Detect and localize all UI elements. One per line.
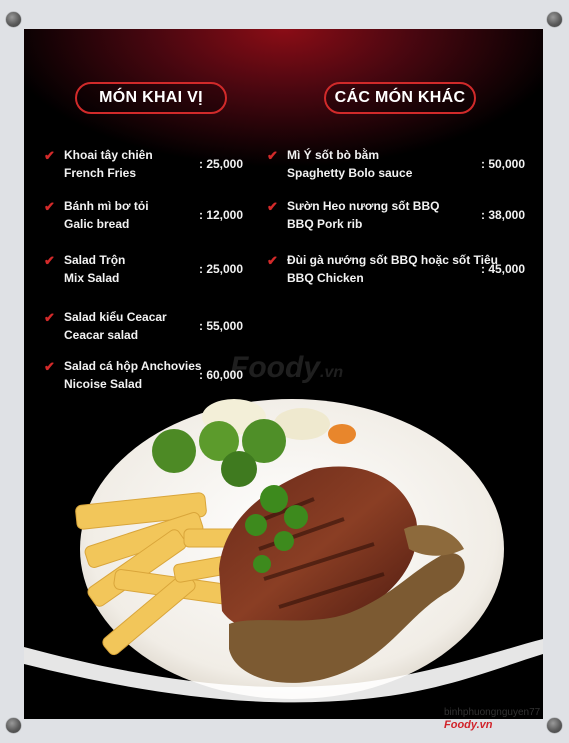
item-name-en: French Fries <box>64 166 137 180</box>
item-name-vi: Đùi gà nướng sốt BBQ hoặc sốt Tiêu <box>287 253 499 267</box>
screw-icon-top-right <box>547 12 562 27</box>
menu-item <box>44 146 244 182</box>
other-dishes-title: CÁC MÓN KHÁC <box>324 82 476 114</box>
appetizers-title: MÓN KHAI VỊ <box>75 82 227 114</box>
item-price: : 38,000 <box>481 208 526 222</box>
menu-item <box>267 251 532 287</box>
menu-panel <box>24 29 543 719</box>
item-price: : 12,000 <box>199 208 244 222</box>
credit-user: binhphuongnguyen77 <box>444 707 541 718</box>
menu-item <box>267 197 532 233</box>
item-name-vi: Salad kiểu Ceacar <box>64 310 167 324</box>
steak-dish-photo <box>24 379 543 719</box>
menu-item <box>44 308 244 344</box>
item-name-en: Nicoise Salad <box>64 377 143 391</box>
item-name-en: BBQ Pork rib <box>287 217 363 231</box>
check-icon: ✔ <box>44 199 55 214</box>
check-icon: ✔ <box>44 253 55 268</box>
screw-icon-bottom-left <box>6 718 21 733</box>
item-name-vi: Khoai tây chiên <box>64 148 153 162</box>
item-name-vi: Sườn Heo nương sốt BBQ <box>287 199 440 213</box>
check-icon: ✔ <box>267 148 278 163</box>
check-icon: ✔ <box>44 310 55 325</box>
check-icon: ✔ <box>44 148 55 163</box>
photo-credit <box>444 707 540 731</box>
item-name-en: Ceacar salad <box>64 328 139 342</box>
item-name-vi: Salad cá hộp Anchovies <box>64 359 202 373</box>
check-icon: ✔ <box>267 253 278 268</box>
item-name-en: BBQ Chicken <box>287 271 364 285</box>
item-price: : 60,000 <box>199 368 244 382</box>
item-name-vi: Bánh mì bơ tỏi <box>64 199 149 213</box>
item-name-vi: Salad Trộn <box>64 253 126 267</box>
item-price: : 25,000 <box>199 157 244 171</box>
credit-brand: Foody.vn <box>444 719 493 731</box>
item-name-en: Mix Salad <box>64 271 120 285</box>
menu-item <box>44 197 244 233</box>
item-price: : 50,000 <box>481 157 526 171</box>
item-price: : 25,000 <box>199 262 244 276</box>
menu-item <box>44 251 244 287</box>
item-price: : 55,000 <box>199 319 244 333</box>
foody-watermark: Foody.vn <box>230 351 344 384</box>
item-name-en: Galic bread <box>64 217 130 231</box>
check-icon: ✔ <box>44 359 55 374</box>
screw-icon-bottom-right <box>547 718 562 733</box>
screw-icon-top-left <box>6 12 21 27</box>
item-price: : 45,000 <box>481 262 526 276</box>
item-name-en: Spaghetty Bolo sauce <box>287 166 413 180</box>
check-icon: ✔ <box>267 199 278 214</box>
menu-item <box>267 146 532 182</box>
item-name-vi: Mì Ý sốt bò bằm <box>287 148 380 162</box>
